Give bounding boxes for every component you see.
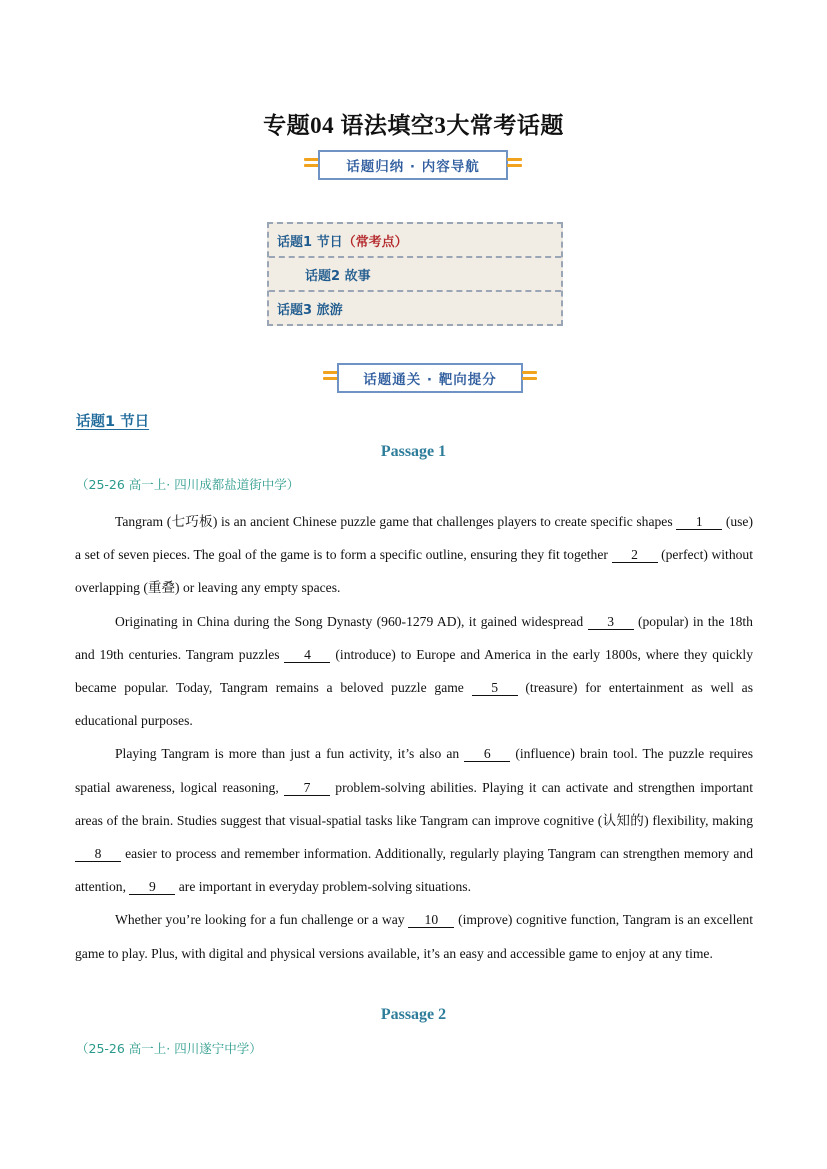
blank-6: 6 — [464, 746, 510, 762]
text-run: (perfect) without overlapping (重叠) or leaving any empty spaces. — [75, 547, 753, 596]
toc-item-label: 话题3 旅游 — [277, 302, 343, 318]
text-run: (improve) cognitive function, Tangram is an excellent game to play. Plus, with digital and physical versions available, it’s an easy and accessible game to enjoy at any time. — [75, 912, 753, 961]
nav-banner — [304, 150, 522, 180]
text-run: Originating in China during the Song Dynasty (960-1279 AD), it gained widespread — [115, 613, 588, 629]
passage-2-title: Passage 2 — [380, 1006, 447, 1023]
text-run: (treasure) for entertainment as well as educational purposes. — [75, 680, 753, 729]
text-run: (introduce) to Europe and America in the early 1800s, where they quickly became popular. Today, Tangram remains a beloved puzzle game — [75, 646, 753, 696]
passage-1-body — [75, 505, 753, 970]
blank-10: 10 — [408, 912, 454, 928]
topic-table-of-contents — [267, 222, 563, 326]
text-run: Tangram (七巧板) is an ancient Chinese puzzle game that challenges players to create specific shapes — [115, 514, 677, 529]
passage-2-source: （25-26 高一上· 四川遂宁中学） — [76, 1041, 262, 1056]
blank-1: 1 — [676, 514, 722, 530]
passage-1-source: （25-26 高一上· 四川成都盐道街中学） — [76, 477, 300, 492]
blank-8: 8 — [75, 846, 121, 862]
banner-ornament-right-icon — [522, 371, 537, 384]
blank-2: 2 — [612, 547, 658, 563]
toc-item-tag: （常考点） — [342, 234, 408, 250]
blank-5: 5 — [472, 680, 518, 696]
banner-ornament-right-icon — [507, 158, 522, 171]
toc-item-topic-1[interactable] — [269, 224, 561, 258]
section-heading-topic-1[interactable]: 话题1 节日 — [76, 414, 150, 430]
text-run: problem-solving abilities. Playing it can activate and strengthen important areas of the brain. Studies suggest that visual-spatial tasks like Tangram can improve cognitive (认知的) flexibility, making — [75, 779, 753, 828]
toc-item-label: 话题1 节日 — [277, 234, 343, 250]
practice-banner — [323, 363, 537, 393]
page-title: 专题04 语法填空3大常考话题 — [263, 113, 564, 138]
toc-item-topic-3[interactable] — [269, 292, 561, 324]
text-run: are important in everyday problem-solving situations. — [175, 879, 471, 895]
toc-item-label: 话题2 故事 — [305, 268, 371, 284]
paragraph-3 — [75, 737, 753, 903]
paragraph-2 — [75, 605, 753, 738]
paragraph-1 — [75, 505, 753, 605]
text-run: (influence) brain tool. The puzzle requires spatial awareness, logical reasoning, — [75, 746, 753, 795]
blank-9: 9 — [129, 879, 175, 895]
banner-ornament-left-icon — [304, 158, 319, 171]
text-run: Whether you’re looking for a fun challenge or a way — [115, 912, 409, 928]
nav-banner-label: 话题归纳 · 内容导航 — [318, 150, 508, 180]
practice-banner-label: 话题通关 · 靶向提分 — [337, 363, 523, 393]
text-run: (use) a set of seven pieces. The goal of the game is to form a specific outline, ensuring they fit together — [75, 514, 753, 563]
blank-3: 3 — [588, 614, 634, 630]
toc-item-topic-2[interactable] — [269, 258, 561, 292]
text-run: easier to process and remember information. Additionally, regularly playing Tangram can strengthen memory and attention, — [75, 846, 753, 895]
text-run: (popular) in the 18th and 19th centuries. Tangram puzzles — [75, 613, 753, 662]
passage-1-title: Passage 1 — [380, 443, 447, 460]
paragraph-4 — [75, 903, 753, 969]
text-run: Playing Tangram is more than just a fun activity, it’s also an — [115, 746, 465, 762]
blank-4: 4 — [284, 647, 330, 663]
banner-ornament-left-icon — [323, 371, 338, 384]
blank-7: 7 — [284, 780, 330, 796]
